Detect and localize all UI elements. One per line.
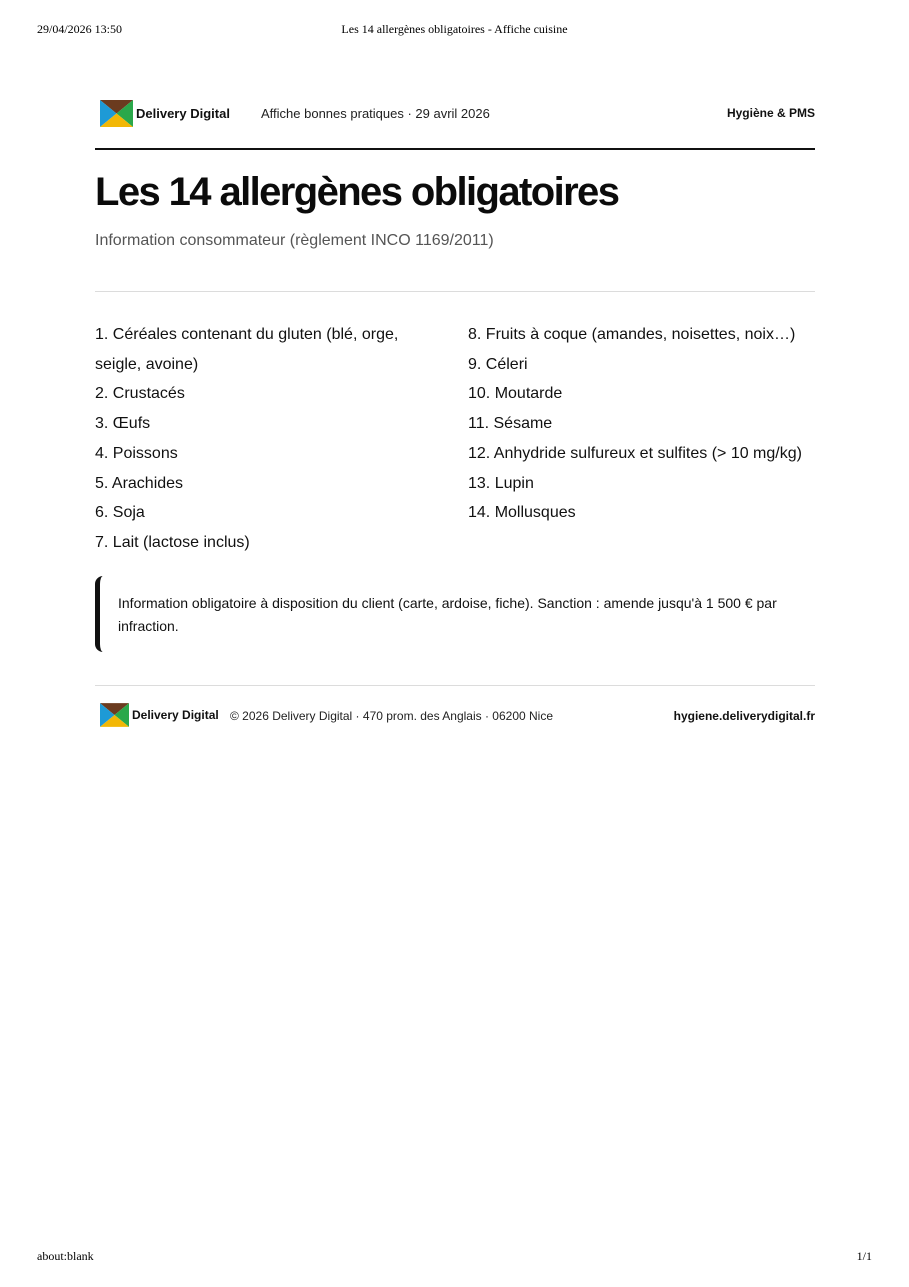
poster-footer <box>95 703 815 729</box>
copyright-address: © 2026 Delivery Digital · 470 prom. des Anglais · 06200 Nice <box>230 709 554 723</box>
allergen-item: 4. Poissons <box>95 444 178 462</box>
allergen-item: 12. Anhydride sulfureux et sulfites (> 10 mg/kg) <box>468 444 802 462</box>
print-page-title: Les 14 allergènes obligatoires - Affiche cuisine <box>341 22 568 36</box>
brand-name: Delivery Digital <box>136 106 230 121</box>
allergen-item: 1. Céréales contenant du gluten (blé, orge, seigle, avoine) <box>95 326 399 373</box>
content-divider <box>95 291 815 292</box>
print-footer <box>37 1249 872 1265</box>
allergen-item: 3. Œufs <box>95 415 151 433</box>
footer-brand-name: Delivery Digital <box>132 708 219 722</box>
allergen-item: 7. Lait (lactose inclus) <box>95 533 250 551</box>
website-url: hygiene.deliverydigital.fr <box>673 709 815 723</box>
allergen-item: 13. Lupin <box>468 474 534 492</box>
print-datetime: 29/04/2026 13:50 <box>37 22 123 36</box>
allergen-item: 5. Arachides <box>95 474 184 492</box>
poster-header <box>95 98 815 130</box>
allergen-item: 14. Mollusques <box>468 504 576 522</box>
regulation-subtitle: Information consommateur (règlement INCO 1169/2011) <box>95 232 494 249</box>
allergen-item: 10. Moutarde <box>468 385 563 403</box>
print-url: about:blank <box>37 1249 94 1263</box>
brand <box>100 100 230 127</box>
allergen-item: 9. Céleri <box>468 355 528 373</box>
footer-divider <box>95 685 815 686</box>
poster <box>95 98 815 723</box>
allergen-column-left <box>95 320 425 558</box>
category-label: Hygiène & PMS <box>726 106 815 120</box>
allergen-item: 2. Crustacés <box>95 385 185 403</box>
allergen-column-right <box>468 320 813 528</box>
delivery-digital-logo <box>100 100 133 127</box>
print-page-number: 1/1 <box>856 1249 872 1263</box>
page-title: Les 14 allergènes obligatoires <box>95 170 619 214</box>
allergen-list <box>95 320 815 558</box>
delivery-digital-logo <box>100 703 129 727</box>
legal-notice-callout: Information obligatoire à disposition du client (carte, ardoise, fiche). Sanction : amende jusqu'à 1 500 € par infraction. <box>95 576 815 652</box>
print-header <box>37 22 872 38</box>
allergen-item: 11. Sésame <box>468 415 553 433</box>
header-divider <box>95 148 815 150</box>
allergen-item: 8. Fruits à coque (amandes, noisettes, noix…) <box>468 326 796 343</box>
footer-brand <box>100 703 219 727</box>
allergen-item: 6. Soja <box>95 504 145 522</box>
poster-meta: Affiche bonnes pratiques · 29 avril 2026 <box>261 106 490 121</box>
